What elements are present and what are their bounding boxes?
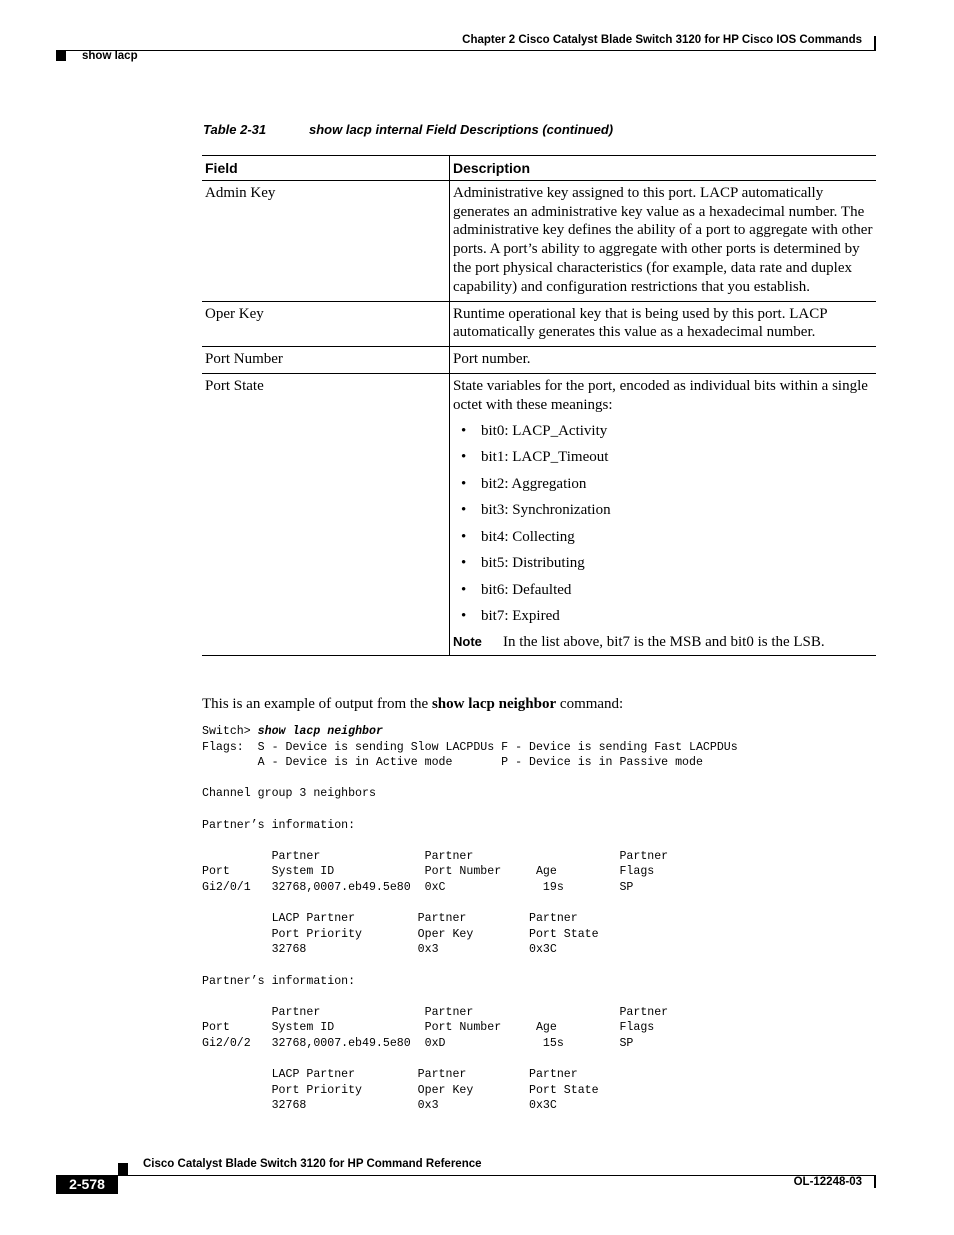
field-cell: Oper Key [202, 301, 450, 347]
page-number: 2-578 [56, 1175, 118, 1194]
table-caption-number: Table 2-31 [203, 122, 267, 137]
document-id: OL-12248-03 [793, 1176, 862, 1188]
field-descriptions-table [202, 155, 876, 656]
list-item: • bit2: Aggregation [453, 475, 873, 502]
table-caption-title: show lacp internal Field Descriptions (continued) [309, 122, 614, 137]
column-header-description: Description [450, 156, 877, 181]
intro-command: show lacp neighbor [431, 696, 557, 712]
description-cell: Port number. [450, 347, 877, 374]
chapter-title: Chapter 2 Cisco Catalyst Blade Switch 3120 for HP Cisco IOS Commands [462, 34, 862, 46]
description-cell [450, 373, 877, 655]
field-cell: Admin Key [202, 180, 450, 301]
intro-text-after: command: [556, 696, 624, 712]
footer-rule [56, 1175, 876, 1176]
bit-list [453, 422, 873, 634]
list-item: • bit6: Defaulted [453, 581, 873, 608]
header-rule [56, 50, 876, 51]
section-label: show lacp [82, 50, 138, 62]
list-item: • bit4: Collecting [453, 528, 873, 555]
field-cell: Port Number [202, 347, 450, 374]
table-row [202, 373, 876, 655]
header-tick-mark [874, 36, 876, 51]
footer-marker-block [118, 1163, 128, 1175]
command-output-example [202, 724, 738, 1114]
column-header-field: Field [202, 156, 450, 181]
intro-text-before: This is an example of output from the [202, 696, 432, 712]
table-row [202, 301, 876, 347]
field-cell: Port State [202, 373, 450, 655]
list-item: • bit3: Synchronization [453, 501, 873, 528]
note-text: In the list above, bit7 is the MSB and bit0 is the LSB. [503, 633, 825, 650]
table-row [202, 347, 876, 374]
table-header-row [202, 156, 876, 181]
footer-book-title: Cisco Catalyst Blade Switch 3120 for HP Command Reference [143, 1158, 482, 1170]
description-cell: Administrative key assigned to this port. LACP automatically generates an administrative key value as a hexadecimal number. The administrative key defines the ability of a port to aggregate with other ports. A port’s ability to aggregate with other ports is determined by the port physical characteristics (for example, data rate and duplex capability) and configuration restrictions that you establish. [450, 180, 877, 301]
table-row [202, 180, 876, 301]
list-item: • bit7: Expired [453, 607, 873, 634]
header-marker-block [56, 51, 66, 61]
code-output: Flags: S - Device is sending Slow LACPDUs F - Device is sending Fast LACPDUs A - Device is in Active mode P - Device is in Passive mode Channel group 3 neighbors Partner’s information: Partner Partner Partner Port System ID Port Number Age Flags Gi2/0/1 32768,0007.eb49.5e80 0xC 19s SP LACP Partner Partner Partner Port Priority Oper Key Port State 32768 0x3 0x3C Partner’s information: Partner Partner Partner Port System ID Port Number Age Flags Gi2/0/2 32768,0007.eb49.5e80 0xD 15s SP LACP Partner Partner Partner Port Priority Oper Key Port State 32768 0x3 0x3C [202, 740, 738, 1113]
example-intro [202, 696, 623, 713]
list-item: • bit5: Distributing [453, 554, 873, 581]
list-item: • bit1: LACP_Timeout [453, 448, 873, 475]
description-cell: Runtime operational key that is being used by this port. LACP automatically generates this value as a hexadecimal number. [450, 301, 877, 347]
note-label: Note [453, 633, 482, 649]
note [453, 633, 873, 651]
footer-tick-mark [874, 1175, 876, 1188]
code-command: show lacp neighbor [257, 725, 383, 738]
list-item: • bit0: LACP_Activity [453, 422, 873, 449]
code-prompt: Switch> [202, 725, 258, 738]
description-text: State variables for the port, encoded as individual bits within a single octet with these meanings: [453, 377, 868, 413]
table-caption [203, 122, 613, 137]
